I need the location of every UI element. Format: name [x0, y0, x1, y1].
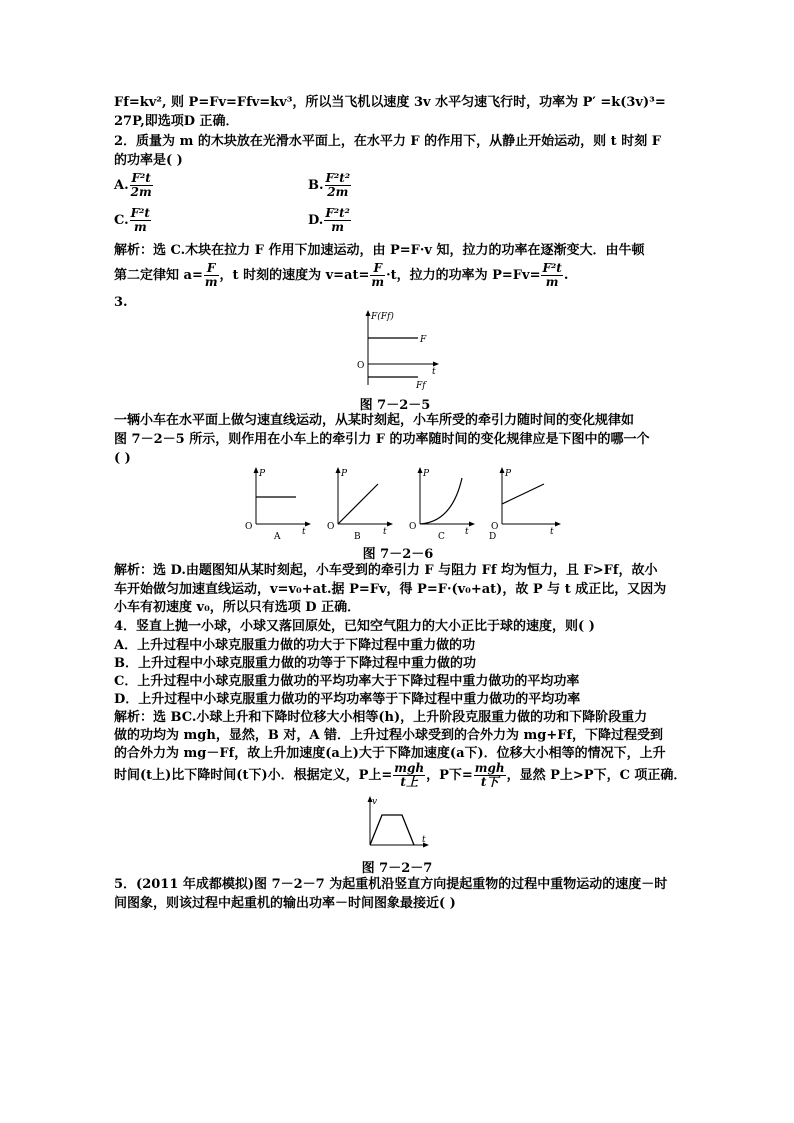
question-3: 一辆小车在水平面上做匀速直线运动，从某时刻起，小车所受的牵引力随时间的变化规律如 — [114, 413, 635, 428]
svg-text:t: t — [302, 527, 306, 537]
fraction: $\frac{F}{m}$ — [204, 261, 218, 289]
answer-4-formula: 时间(t上)比下降时间(t下)小．根据定义，P上= $\frac{\text{mgh}}{\text{t上}}$ ，P下= $\frac{\text{mgh}}{\text{t下}}$ ，显然 P上>P下，C 项正确． — [114, 761, 687, 789]
figure-7-2-7 — [362, 793, 432, 855]
text-line: 做的功均为 mgh，显然，B 对，A 错．上升过程小球受到的合外力为 mg+Ff，下降过程受到 — [114, 728, 664, 743]
text-line: 的功率是( ) — [114, 153, 183, 168]
figure-caption: 图 7－2－6 — [362, 547, 434, 562]
answer-2: 解析：选 C.木块在拉力 F 作用下加速运动，由 P=F·v 知，拉力的功率在逐渐变大．由牛顿 — [114, 243, 645, 258]
svg-text:P: P — [341, 469, 348, 479]
fraction: $\frac{\text{F²t}}{m}$ — [542, 261, 562, 289]
svg-text:t: t — [465, 527, 469, 537]
fraction: $\frac{\text{F²t²}}{m}$ — [325, 206, 350, 234]
option-a: A．上升过程中小球克服重力做的功大于下降过程中重力做的功 — [114, 638, 476, 653]
svg-text:B: B — [354, 532, 361, 542]
text-line: 图 7－2－5 所示，则作用在小车上的牵引力 F 的功率随时间的变化规律应是下图中的哪一个 — [114, 432, 650, 447]
svg-text:P: P — [505, 469, 512, 479]
svg-text:O: O — [409, 522, 417, 532]
option-b: B．上升过程中小球克服重力做的功等于下降过程中重力做的功 — [114, 656, 476, 671]
figure-7-2-6 — [240, 464, 570, 542]
text-line: 间图象，则该过程中起重机的输出功率－时间图象最接近( ) — [114, 896, 456, 911]
svg-text:O: O — [327, 522, 335, 532]
svg-text:O: O — [245, 522, 253, 532]
fraction: $\frac{\text{F²t}}{m}$ — [130, 206, 150, 234]
graph-c — [409, 467, 475, 542]
option-b: B. $\frac{\text{F²t²}}{2m}$ — [308, 171, 351, 199]
svg-text:O: O — [491, 522, 499, 532]
svg-text:D: D — [489, 532, 497, 542]
option-c: C. $\frac{\text{F²t}}{m}$ — [114, 206, 150, 234]
svg-text:v: v — [372, 797, 378, 807]
answer-2-formula: 第二定律知 a= $\frac{F}{m}$ ，t 时刻的速度为 v=at= $\frac{F}{m}$ ·t，拉力的功率为 P=Fv= $\frac{\text{F²t}}{m}$ . — [114, 261, 569, 289]
figure-caption: 图 7－2－5 — [359, 398, 431, 413]
line-label-ff: Ff — [416, 381, 426, 391]
svg-text:A: A — [274, 532, 281, 542]
text-line: Ff=kv², 则 P=Fv=Ffv=kv³，所以当飞机以速度 3v 水平匀速飞行时，功率为 P′ =k(3v)³= — [114, 95, 666, 110]
text-line: 小车有初速度 v₀，所以只有选项 D 正确． — [114, 600, 361, 615]
option-d: D．上升过程中小球克服重力做功的平均功率等于下降过程中重力做功的平均功率 — [114, 692, 581, 707]
option-c: C．上升过程中小球克服重力做功的平均功率大于下降过程中重力做功的平均功率 — [114, 674, 580, 689]
option-d: D. $\frac{\text{F²t²}}{m}$ — [308, 206, 350, 234]
svg-text:P: P — [259, 469, 266, 479]
text-line: 车开始做匀加速直线运动，v=v₀+at.据 P=Fv，得 P=F·(v₀+at)，故 P 与 t 成正比，又因为 — [114, 582, 667, 597]
svg-text:t: t — [383, 527, 387, 537]
figure-caption: 图 7－2－7 — [361, 861, 433, 876]
text-line: 的合外力为 mg－Ff，故上升加速度(a上)大于下降加速度(a下)．位移大小相等的情况下，上升 — [114, 746, 666, 761]
graph-b — [327, 467, 393, 542]
question-2: 2．质量为 m 的木块放在光滑水平面上，在水平力 F 的作用下，从静止开始运动，则 t 时刻 F — [114, 134, 661, 149]
axis-label-y: F(Ff) — [371, 312, 394, 322]
text-line: 27P,即选项D 正确． — [114, 114, 239, 129]
fraction: $\frac{\text{F²t²}}{2m}$ — [325, 171, 351, 199]
fraction: $\frac{\text{F²t}}{2m}$ — [130, 171, 152, 199]
svg-text:t: t — [422, 835, 426, 845]
svg-text:C: C — [438, 532, 445, 542]
graph-d — [489, 467, 561, 542]
answer-4: 解析：选 BC.小球上升和下降时位移大小相等(h)，上升阶段克服重力做的功和下降阶段重力 — [114, 710, 648, 725]
axis-label-x: t — [432, 367, 436, 377]
question-5: 5．(2011 年成都模拟)图 7－2－7 为起重机沿竖直方向提起重物的过程中重物运动的速度－时 — [114, 877, 668, 892]
question-4: 4．竖直上抛一小球，小球又落回原处，已知空气阻力的大小正比于球的速度，则( ) — [114, 619, 595, 634]
figure-7-2-5 — [350, 307, 440, 392]
text-line: ( ) — [114, 451, 131, 466]
line-label-f: F — [420, 335, 427, 345]
question-3-number: 3. — [114, 295, 128, 310]
fraction: $\frac{\text{mgh}}{\text{t下}}$ — [474, 761, 505, 789]
option-a: A. $\frac{\text{F²t}}{2m}$ — [114, 171, 152, 199]
svg-text:P: P — [423, 469, 430, 479]
origin-label: O — [357, 361, 365, 371]
answer-3: 解析：选 D.由题图知从某时刻起，小车受到的牵引力 F 与阻力 Ff 均为恒力，且 F>Ff，故小 — [114, 563, 658, 578]
fraction: $\frac{\text{mgh}}{\text{t上}}$ — [394, 761, 425, 789]
graph-a — [245, 467, 311, 542]
fraction: $\frac{F}{m}$ — [371, 261, 385, 289]
svg-text:t: t — [550, 527, 554, 537]
